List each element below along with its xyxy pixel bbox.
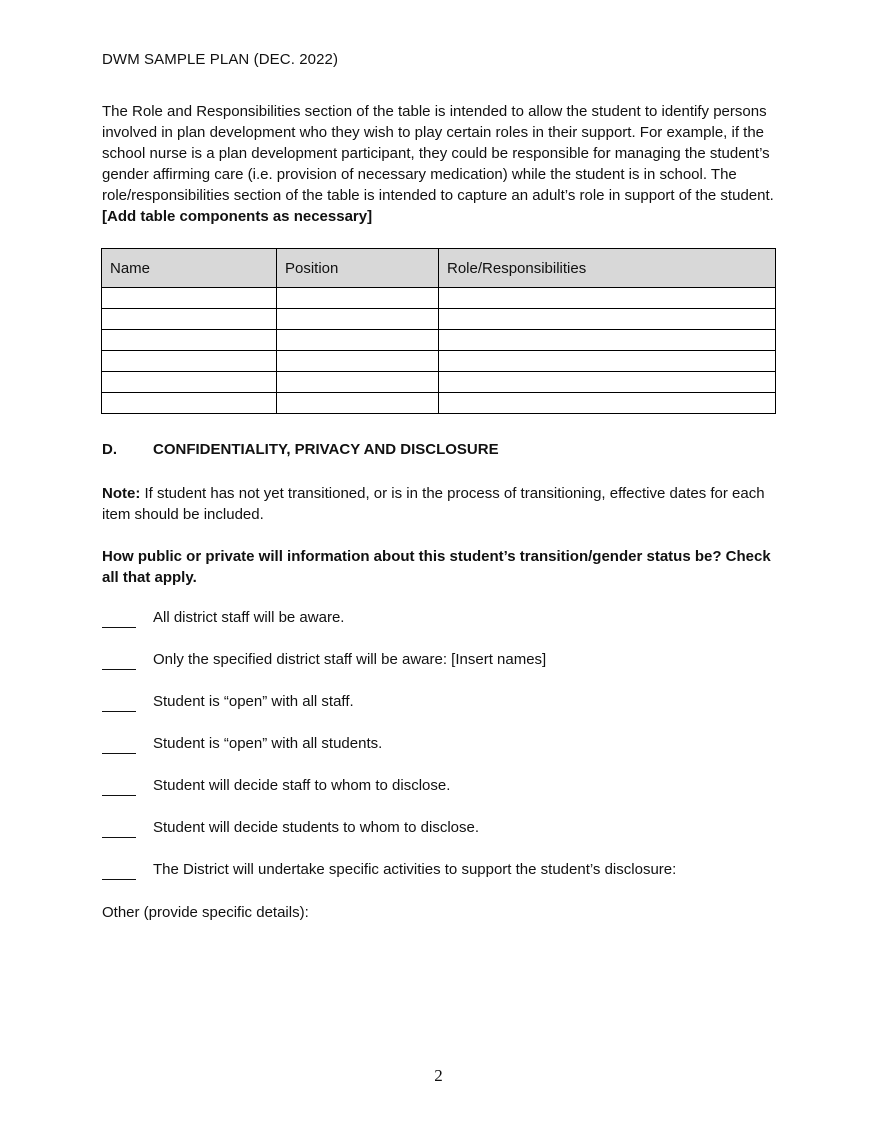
list-item <box>102 860 782 902</box>
list-item <box>102 776 782 818</box>
table-cell[interactable] <box>277 351 439 372</box>
other-details-label: Other (provide specific details): <box>102 904 309 921</box>
table-cell[interactable] <box>439 288 776 309</box>
table-row <box>102 288 776 309</box>
checkbox-blank-line[interactable] <box>102 692 136 712</box>
table-cell[interactable] <box>439 393 776 414</box>
list-item <box>102 608 782 650</box>
option-label: All district staff will be aware. <box>153 609 345 626</box>
section-title-text: CONFIDENTIALITY, PRIVACY AND DISCLOSURE <box>153 441 499 458</box>
column-header-name: Name <box>102 249 277 288</box>
table-cell[interactable] <box>102 351 277 372</box>
disclosure-question: How public or private will information about this student’s transition/gender status be? Check all that apply. <box>102 548 771 586</box>
option-label: Student will decide staff to whom to disclose. <box>153 777 451 794</box>
intro-paragraph <box>102 101 777 227</box>
table-row <box>102 330 776 351</box>
intro-text: The Role and Responsibilities section of the table is intended to allow the student to identify persons involved in plan development who they wish to play certain roles in their support. For example, if the school nurse is a plan development participant, they could be responsible for managing the student’s gender affirming care (i.e. provision of necessary medication) while the student is in school. The role/responsibilities section of the table is intended to capture an adult’s role in support of the student. <box>102 103 774 204</box>
roles-table <box>101 248 776 414</box>
table-header-row <box>102 249 776 288</box>
table-row <box>102 393 776 414</box>
table-cell[interactable] <box>102 393 277 414</box>
column-header-role: Role/Responsibilities <box>439 249 776 288</box>
table-cell[interactable] <box>439 372 776 393</box>
option-label: Only the specified district staff will be aware: [Insert names] <box>153 651 547 668</box>
table-cell[interactable] <box>277 309 439 330</box>
table-cell[interactable] <box>277 393 439 414</box>
table-cell[interactable] <box>439 351 776 372</box>
column-header-position: Position <box>277 249 439 288</box>
note-paragraph <box>102 483 782 525</box>
table-cell[interactable] <box>102 330 277 351</box>
option-label: Student is “open” with all staff. <box>153 693 354 710</box>
table-cell[interactable] <box>277 288 439 309</box>
table-cell[interactable] <box>439 309 776 330</box>
note-text: If student has not yet transitioned, or is in the process of transitioning, effective dates for each item should be included. <box>102 485 765 523</box>
section-letter: D. <box>102 441 117 458</box>
checkbox-blank-line[interactable] <box>102 818 136 838</box>
option-label: The District will undertake specific activities to support the student’s disclosure: <box>153 861 677 878</box>
list-item <box>102 818 782 860</box>
section-heading <box>102 441 499 458</box>
option-label: Student is “open” with all students. <box>153 735 383 752</box>
note-label: Note: <box>102 485 141 502</box>
option-label: Student will decide students to whom to disclose. <box>153 819 480 836</box>
page-number: 2 <box>434 1066 443 1085</box>
list-item <box>102 734 782 776</box>
table-cell[interactable] <box>102 288 277 309</box>
checkbox-blank-line[interactable] <box>102 608 136 628</box>
table-row <box>102 372 776 393</box>
table-cell[interactable] <box>102 309 277 330</box>
document-header: DWM SAMPLE PLAN (DEC. 2022) <box>102 51 339 68</box>
table-cell[interactable] <box>277 372 439 393</box>
list-item <box>102 692 782 734</box>
list-item <box>102 650 782 692</box>
disclosure-options-list <box>102 608 782 902</box>
table-row <box>102 309 776 330</box>
checkbox-blank-line[interactable] <box>102 860 136 880</box>
table-cell[interactable] <box>439 330 776 351</box>
intro-bold-instruction: [Add table components as necessary] <box>102 208 373 225</box>
checkbox-blank-line[interactable] <box>102 650 136 670</box>
table-row <box>102 351 776 372</box>
table-cell[interactable] <box>277 330 439 351</box>
table-cell[interactable] <box>102 372 277 393</box>
checkbox-blank-line[interactable] <box>102 776 136 796</box>
checkbox-blank-line[interactable] <box>102 734 136 754</box>
